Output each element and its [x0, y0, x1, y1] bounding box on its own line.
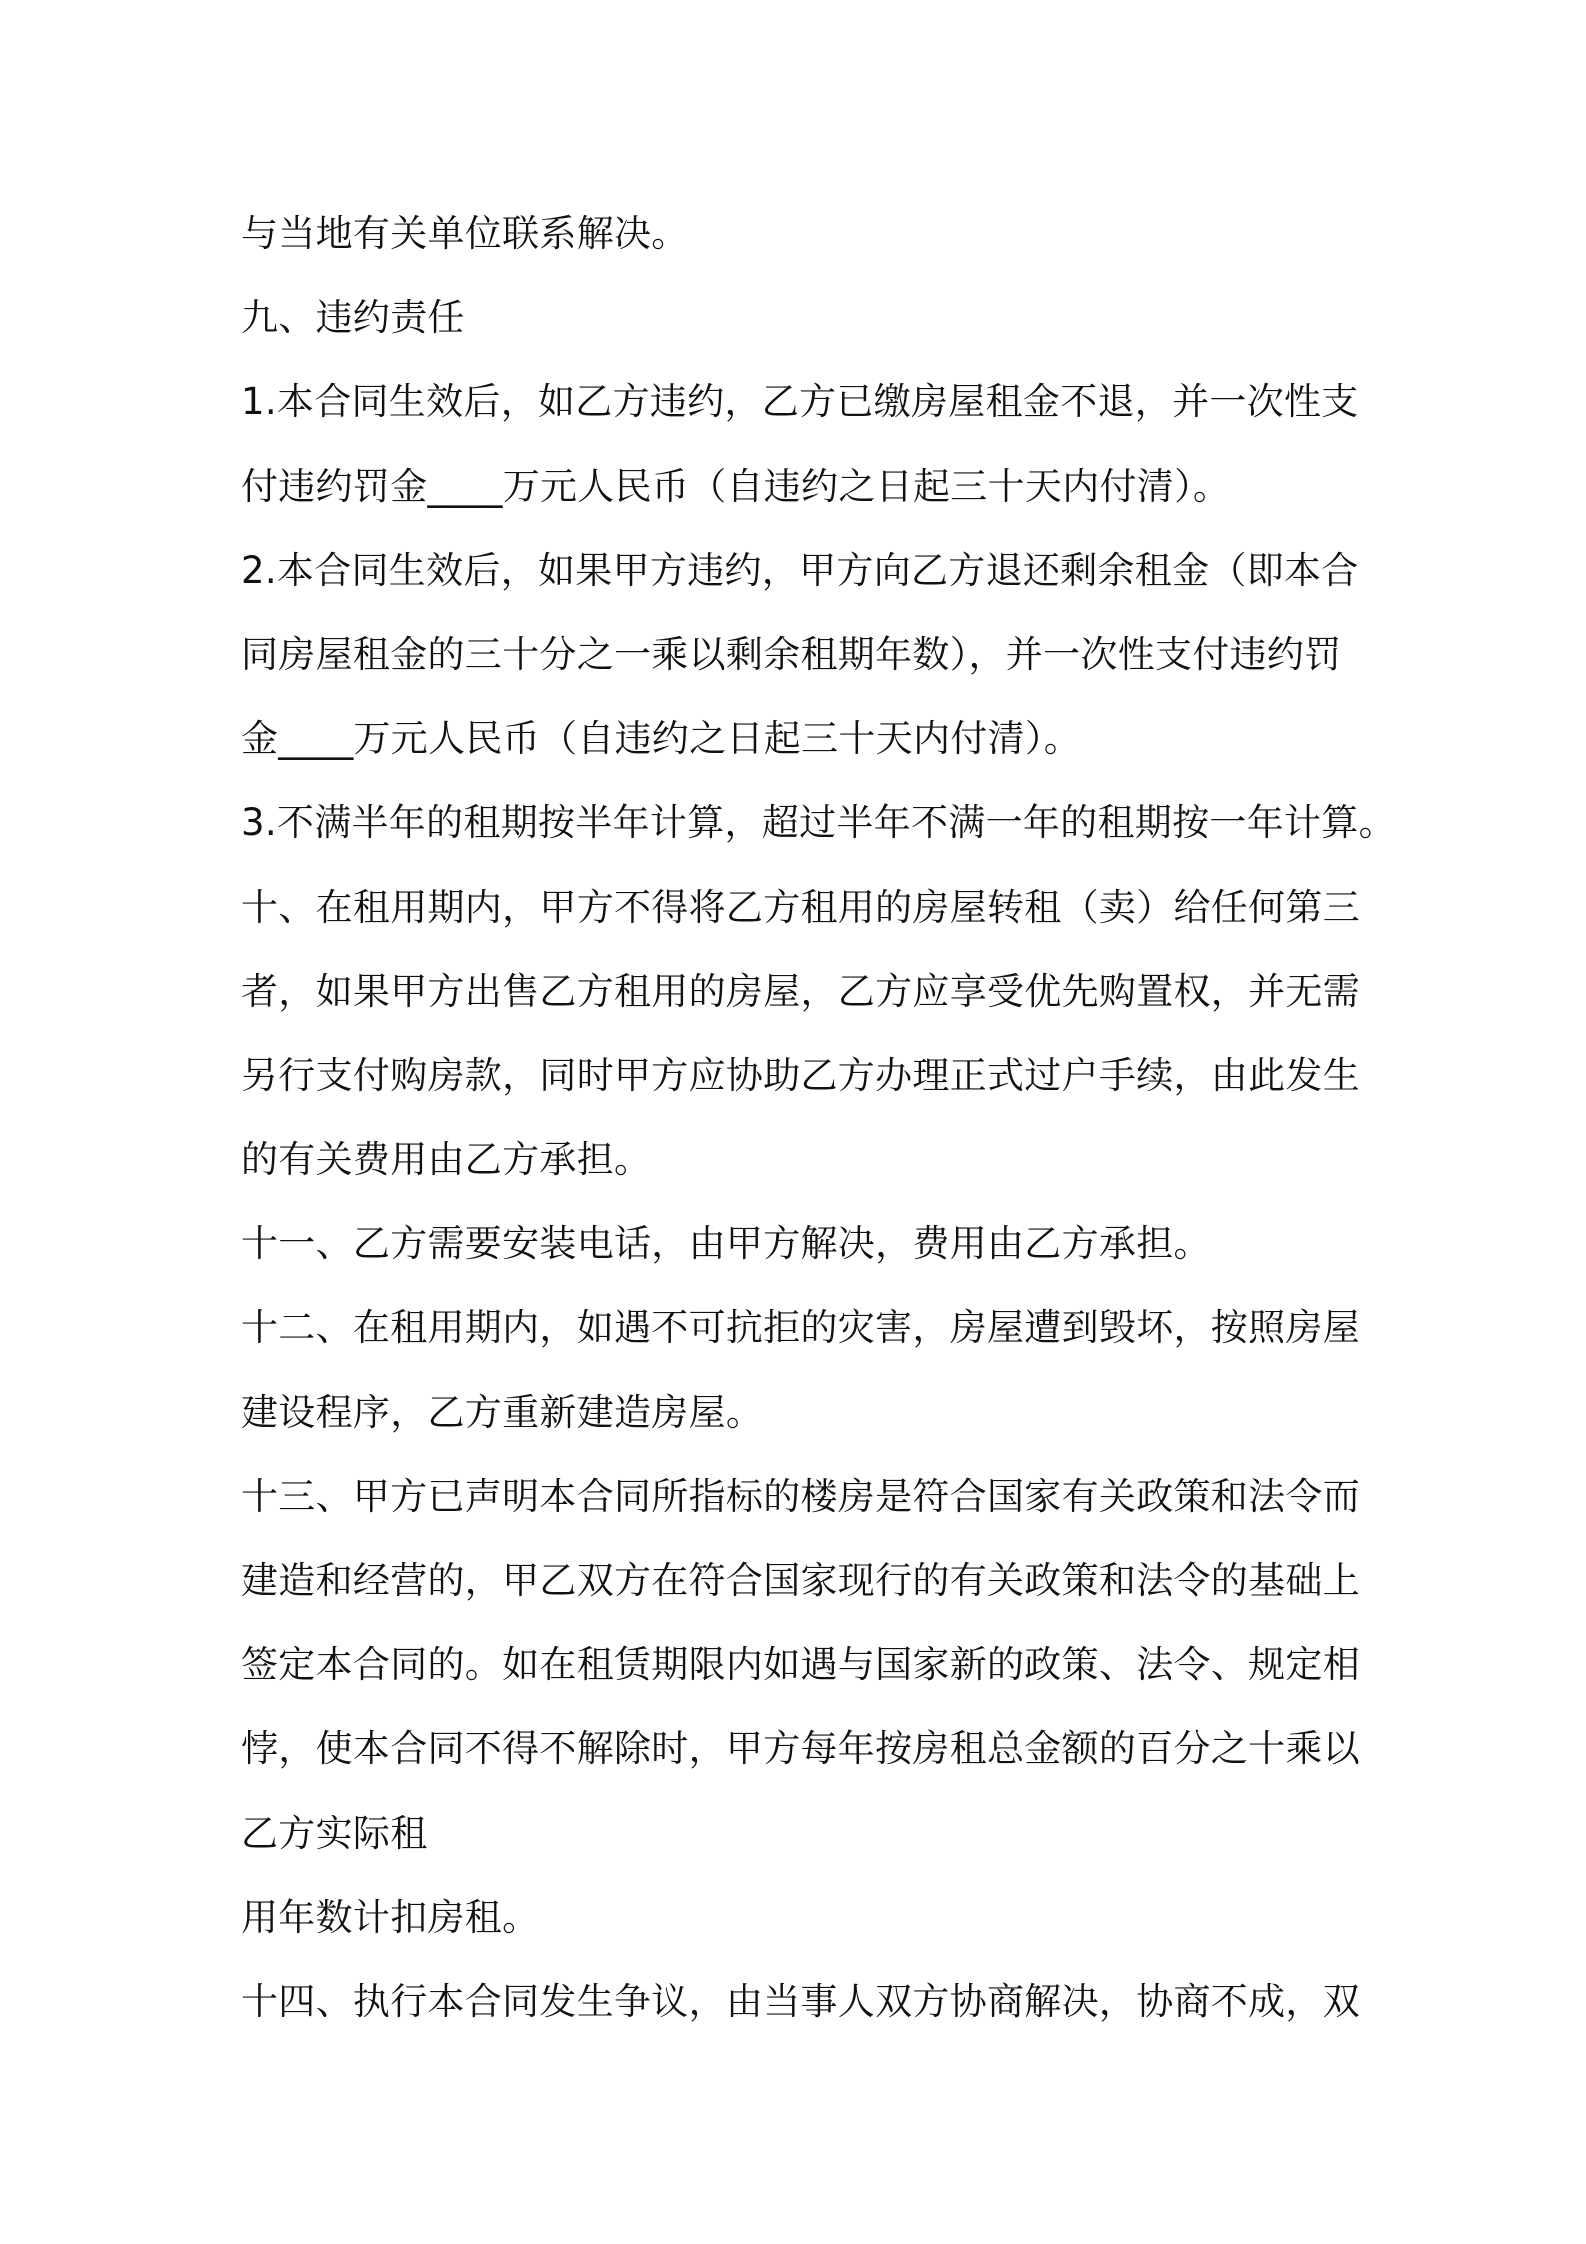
- text-line: 的有关费用由乙方承担。: [241, 1138, 652, 1182]
- text-line: 同房屋租金的三十分之一乘以剩余租期年数），并一次性支付违约罚: [241, 632, 1342, 676]
- text-line: 建设程序，乙方重新建造房屋。: [241, 1390, 764, 1434]
- contract-text: [241, 192, 1396, 2044]
- text-line: 付违约罚金____万元人民币（自违约之日起三十天内付清）。: [241, 464, 1231, 508]
- text-line: 十二、在租用期内，如遇不可抗拒的灾害，房屋遭到毁坏，按照房屋: [241, 1306, 1360, 1350]
- text-line: 十三、甲方已声明本合同所指标的楼房是符合国家有关政策和法令而: [241, 1474, 1360, 1518]
- text-line: 1.本合同生效后，如乙方违约，乙方已缴房屋租金不退，并一次性支: [241, 380, 1359, 424]
- text-line: 者，如果甲方出售乙方租用的房屋，乙方应享受优先购置权，并无需: [241, 969, 1360, 1013]
- text-line: 十、在租用期内，甲方不得将乙方租用的房屋转租（卖）给任何第三: [241, 885, 1360, 929]
- text-line: 用年数计扣房租。: [241, 1895, 540, 1939]
- text-line: 签定本合同的。如在租赁期限内如遇与国家新的政策、法令、规定相: [241, 1643, 1360, 1687]
- text-line: 乙方实际租: [241, 1811, 428, 1855]
- text-line: 十一、乙方需要安装电话，由甲方解决，费用由乙方承担。: [241, 1222, 1211, 1266]
- text-line: 十四、执行本合同发生争议，由当事人双方协商解决，协商不成，双: [241, 1979, 1360, 2023]
- text-line: 金____万元人民币（自违约之日起三十天内付清）。: [241, 717, 1081, 761]
- text-line: 另行支付购房款，同时甲方应协助乙方办理正式过户手续，由此发生: [241, 1053, 1360, 1097]
- text-line: 与当地有关单位联系解决。: [241, 212, 689, 255]
- text-line: 3.不满半年的租期按半年计算，超过半年不满一年的租期按一年计算。: [241, 801, 1396, 845]
- text-line: 建造和经营的，甲乙双方在符合国家现行的有关政策和法令的基础上: [241, 1559, 1360, 1602]
- section-heading-breach-liability: 九、违约责任: [241, 296, 465, 340]
- text-line: 2.本合同生效后，如果甲方违约，甲方向乙方退还剩余租金（即本合: [241, 548, 1359, 592]
- text-line: 悖，使本合同不得不解除时，甲方每年按房租总金额的百分之十乘以: [241, 1727, 1360, 1771]
